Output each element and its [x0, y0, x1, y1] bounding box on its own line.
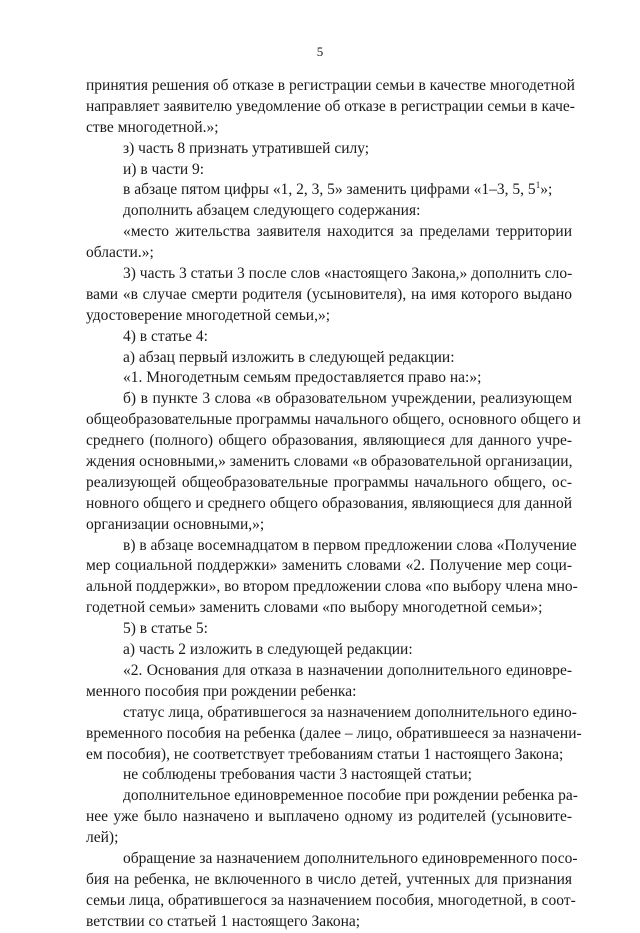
text-line-content: бия на ребенка, не включенного в число детей, учтенных для признания [86, 870, 572, 888]
text-line-content: ждения основными,» заменить словами «в образовательной организации, [86, 453, 573, 471]
text-line [86, 410, 581, 431]
text-line-content: ветствии со статьей 1 настоящего Закона; [86, 912, 361, 930]
text-line [86, 180, 572, 201]
text-line [86, 577, 578, 598]
text-line [86, 473, 572, 494]
text-line [86, 348, 572, 369]
text-line [86, 222, 572, 243]
text-line-content: новного общего и среднего общего образования, являющиеся для данной [86, 494, 572, 512]
text-line-content: области.»; [86, 244, 154, 262]
text-line-content: 4) в статье 4: [123, 327, 208, 345]
text-line [86, 619, 572, 640]
text-line-content: «1. Многодетным семьям предоставляется право на:»; [123, 369, 482, 387]
text-line [86, 745, 572, 766]
text-line-content: годетной семьи» заменить словами «по выбору многодетной семьи»; [86, 599, 543, 617]
text-line [86, 807, 572, 828]
text-line-content: удостоверение многодетной семьи,»; [86, 306, 331, 324]
text-line-content: нее уже было назначено и выплачено одному из родителей (усыновите- [86, 808, 572, 826]
text-line-content: альной поддержки», во втором предложении слова «по выбору члена мно- [86, 578, 578, 596]
text-line-content: дополнительное единовременное пособие при рождении ребенка ра- [123, 787, 578, 805]
page-number: 5 [316, 44, 324, 59]
text-line [86, 765, 572, 786]
text-line [86, 724, 582, 745]
text-line-content: обращение за назначением дополнительного единовременного посо- [123, 849, 578, 867]
text-line [86, 264, 572, 285]
text-line [86, 118, 572, 139]
text-line [86, 368, 572, 389]
text-line [86, 870, 572, 891]
text-line [86, 912, 572, 933]
text-line [86, 97, 575, 118]
text-line [86, 703, 577, 724]
text-line-content: з) часть 8 признать утратившей силу; [123, 139, 370, 157]
text-line-tail: »; [540, 181, 553, 199]
text-line [86, 682, 572, 703]
text-line-content: «2. Основания для отказа в назначении дополнительного единовре- [123, 661, 572, 679]
text-line-content: а) часть 2 изложить в следующей редакции: [123, 641, 413, 659]
text-line-content: лей); [86, 829, 119, 847]
text-line [86, 786, 578, 807]
text-line [86, 536, 577, 557]
text-line [86, 494, 572, 515]
text-line [86, 849, 578, 870]
text-line [86, 828, 572, 849]
text-line-content: 3) часть 3 статьи 3 после слов «настоящего Закона,» дополнить сло- [123, 265, 573, 283]
text-line-content: реализующей общеобразовательные программы начального общего, ос- [86, 473, 572, 491]
text-line-content: статус лица, обратившегося за назначением дополнительного едино- [123, 703, 577, 721]
text-line-content: и) в части 9: [123, 160, 205, 178]
text-line [86, 661, 572, 682]
text-line [86, 201, 572, 222]
text-line [86, 556, 572, 577]
text-line-content: в) в абзаце восемнадцатом в первом предложении слова «Получение [123, 536, 577, 554]
text-line-content: 5) в статье 5: [123, 620, 208, 638]
text-line [86, 515, 572, 536]
document-body [86, 76, 582, 933]
text-line [86, 243, 572, 264]
text-line [86, 160, 572, 181]
text-line-content: б) в пункте 3 слова «в образовательном учреждении, реализующем [123, 390, 572, 408]
text-line [86, 139, 572, 160]
text-line [86, 891, 576, 912]
text-line-content: временного пособия на ребенка (далее – лицо, обратившееся за назначени- [86, 724, 582, 742]
text-line-content: среднего (полного) общего образования, являющиеся для данного учре- [86, 432, 572, 450]
text-line-content: семьи лица, обратившегося за назначением пособия, многодетной, в соот- [86, 891, 576, 909]
text-line-content: не соблюдены требования части 3 настоящей статьи; [123, 766, 472, 784]
text-line [86, 640, 572, 661]
text-line-content: в абзаце пятом цифры «1, 2, 3, 5» заменить цифрами «1–3, 5, 5 [123, 181, 536, 199]
text-line [86, 389, 572, 410]
text-line [86, 306, 572, 327]
text-line-content: вами «в случае смерти родителя (усыновителя), на имя которого выдано [86, 285, 572, 303]
text-line-content: а) абзац первый изложить в следующей редакции: [123, 348, 455, 366]
text-line-content: «место жительства заявителя находится за пределами территории [123, 223, 572, 241]
text-line-content: стве многодетной.»; [86, 118, 219, 136]
text-line [86, 76, 575, 97]
text-line [86, 431, 572, 452]
text-line [86, 327, 572, 348]
text-line-content: ем пособия), не соответствует требованиям статьи 1 настоящего Закона; [86, 745, 564, 763]
text-line-content: мер социальной поддержки» заменить словами «2. Получение мер соци- [86, 557, 572, 575]
text-line-content: принятия решения об отказе в регистрации семьи в качестве многодетной [86, 77, 575, 94]
text-line-content: направляет заявителю уведомление об отказе в регистрации семьи в каче- [86, 97, 575, 115]
text-line-content: общеобразовательные программы начального общего, основного общего и [86, 411, 581, 429]
text-line [86, 285, 572, 306]
text-line-content: организации основными,»; [86, 515, 265, 533]
text-line [86, 598, 572, 619]
text-line [86, 452, 572, 473]
text-line-content: менного пособия при рождении ребенка: [86, 682, 357, 700]
superscript: 1 [535, 180, 541, 191]
text-line-content: дополнить абзацем следующего содержания: [123, 202, 421, 220]
